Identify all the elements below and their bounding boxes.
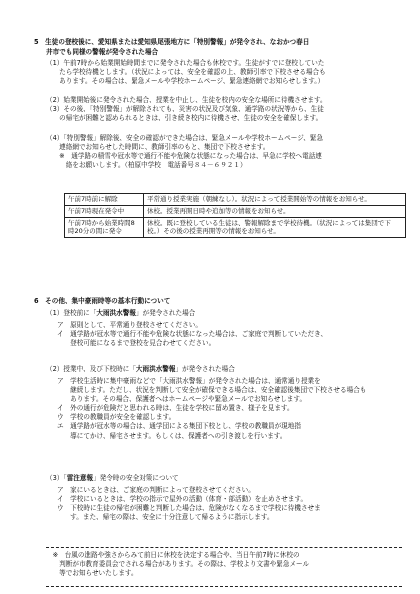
subsection3-items — [57, 486, 321, 522]
subsection2-heading — [46, 365, 235, 374]
text-line: 連絡網でお知らせした時間に、教師引率のもと、集団で下校させます。 — [46, 143, 270, 152]
list-item: ア 家にいるときは、ご家庭の判断によって登校させてください。 — [57, 486, 255, 494]
list-item: 登校可能になるまで登校を見合わせてください。 — [57, 339, 216, 348]
section6-heading: 6 その他、集中豪雨時等の基本行動について — [34, 297, 171, 305]
dashed-divider-top — [46, 547, 402, 548]
text-line: （1）午前7時から始業開始時間までに発令された場合も休校です。生徒がすでに登校していた — [46, 59, 325, 67]
subsection1-prefix: （1）登校前に「 — [46, 309, 97, 317]
dashed-divider-bottom — [46, 586, 402, 587]
note-line: 判断が市教育委員会でされる場合があります。その際は、学校より文書や緊急メール — [46, 560, 310, 569]
section5-heading-line1: 5 生徒の登校後に、愛知県または愛知県尾張地方に「特別警報」が発令され、なおかつ春日 — [34, 38, 310, 46]
typhoon-note — [46, 551, 309, 578]
text-line: 絡をお願いします。（柏原中学校 電話番号８４－６９２１） — [46, 161, 247, 170]
list-item: あります。その場合、保護者へはホームページや緊急メールでお知らせします。 — [57, 395, 307, 404]
list-item: イ 外の通行が危険だと思われる時は、生徒を学校に留め置き、様子を見ます。 — [57, 404, 294, 413]
list-item: ア 原則として、平常通り登校させてください。 — [57, 321, 202, 329]
table-cell: 午前7時から始業時間8時20分の間に発令 — [65, 217, 144, 238]
list-item: ウ 学校の教職員が安全を確認します。 — [57, 413, 176, 422]
subsection3-suffix: 」発令時の安全対策について — [93, 474, 179, 482]
table-row — [65, 205, 406, 217]
status-table — [64, 193, 406, 238]
note-line: 等でお知らせいたします。 — [46, 569, 138, 578]
text-line: （4）「特別警報」解除後、安全の確認ができた場合は、緊急メールや学校ホームページ、緊急 — [46, 134, 324, 142]
list-item: ウ 下校時に生徒の帰宅が困難と判断した場合は、危険がなくなるまで学校に待機させま — [57, 504, 321, 513]
text-line: たら学校待機とします。（状況によっては、安全を確認の上、教師引率で下校させる場合も — [46, 68, 326, 77]
text-line: あります。その場合は、緊急メールや学校ホームページ、緊急連絡網でお知らせします。） — [46, 77, 325, 86]
section5-item4 — [46, 134, 323, 170]
warning-name: 雷注意報 — [66, 474, 94, 482]
section5-items2-3 — [46, 96, 327, 123]
list-item: す。また、帰宅の際は、安全に十分注意して帰るように指示します。 — [57, 513, 274, 522]
table-row — [65, 217, 406, 238]
table-cell: 休校。授業再開日時や追加等の情報をお知らせ。 — [144, 205, 406, 217]
section5-heading-line2: 井市でも同様の警報が発令された場合 — [46, 48, 159, 56]
text-line: ※ 通学路の積雪や冠水等で通行不能や危険な状態になった場合は、早急に学校へ電話連 — [46, 152, 322, 161]
section5-item1 — [46, 59, 326, 86]
typhoon-note-box — [46, 547, 402, 587]
subsection2-suffix: 」が発令された場合 — [175, 365, 235, 373]
subsection1-heading — [46, 309, 195, 318]
text-line: （3）その後、「特別警報」が解除されても、災害の状況及び気象、通学路の状況等から、生徒 — [46, 105, 324, 114]
table-cell: 午前7時現在発令中 — [65, 205, 144, 217]
subsection3-prefix: （3）「 — [46, 474, 67, 482]
subsection1-suffix: 」が発令された場合 — [135, 309, 196, 317]
text-line: （2）始業開始後に発令された場合、授業を中止し、生徒を校内の安全な場所に待機させます。 — [46, 96, 327, 104]
warning-name: 大雨洪水警報 — [135, 365, 176, 373]
table-cell: 平常通り授業実施（朝練なし）。状況によって授業開始等の情報をお知らせ。 — [144, 194, 406, 206]
list-item: ア 学校生活時に集中豪雨などで「大雨洪水警報」が発令された場合は、通常通り授業を — [57, 377, 321, 385]
subsection2-items — [57, 377, 366, 441]
note-line: ※ 台風の進路や強さからみて前日に休校を決定する場合や、当日午前7時に休校の — [46, 551, 300, 559]
table-cell: 休校。既に登校している生徒は、警報解除まで学校待機。（状況によっては集団で下校。）その後の授業再開等の情報をお知らせ。 — [144, 217, 406, 238]
table-cell: 午前7時前に解除 — [65, 194, 144, 206]
subsection3-heading — [46, 474, 179, 483]
list-item: 導にてかけ、帰宅させます。もしくは、保護者への引き渡しを行います。 — [57, 431, 287, 440]
text-line: の帰宅が困難と認められるときは、引き続き校内に待機させ、生徒の安全を確保します。 — [46, 114, 323, 123]
list-item: イ 学校にいるときは、学校の指示で屋外の活動（体育・部活動）を止めさせます。 — [57, 495, 308, 504]
list-item: イ 通学路が冠水等で通行不能や危険な状態になった場合は、ご家庭で判断していただき、 — [57, 330, 328, 339]
subsection1-items — [57, 321, 327, 348]
table-row — [65, 194, 406, 206]
list-item: エ 通学路が冠水等の場合は、通学団による集団下校とし、学校の教職員が現地指 — [57, 422, 301, 431]
subsection2-prefix: （2）授業中、及び下校時に「 — [46, 365, 136, 373]
warning-name: 大雨洪水警報 — [96, 309, 136, 317]
list-item: 継続します。ただし、状況を判断して安全が確保できる場合は、安全確認後集団で下校させる場合も — [57, 386, 367, 395]
